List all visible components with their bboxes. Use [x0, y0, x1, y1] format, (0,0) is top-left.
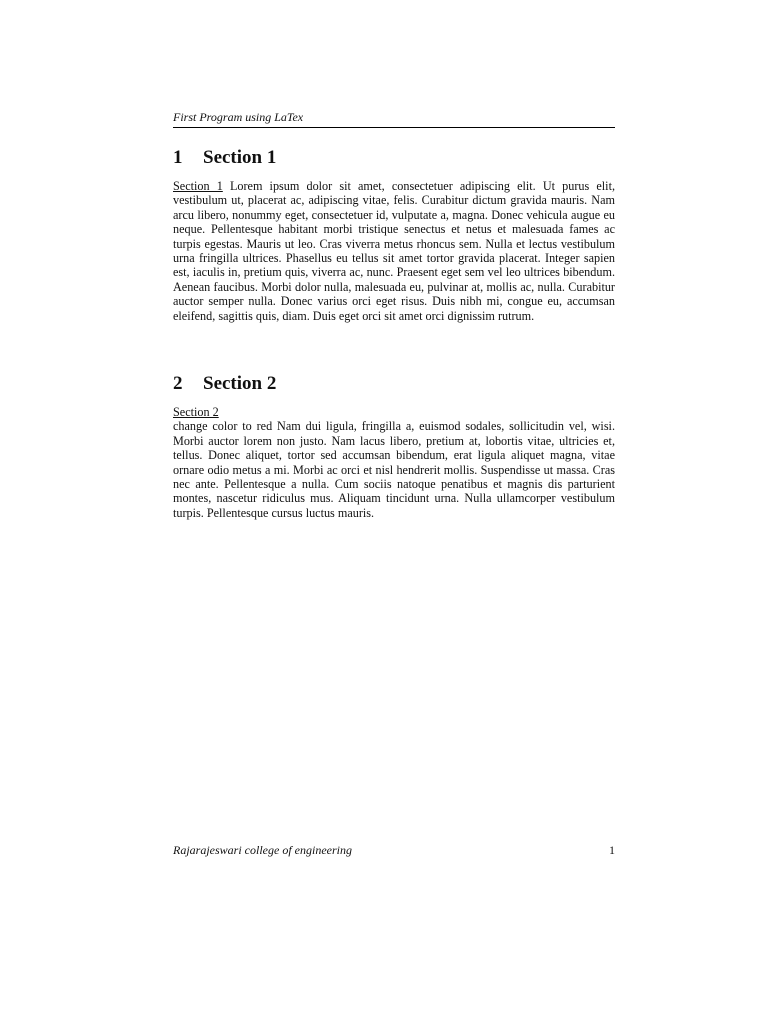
- section-body-1: [173, 179, 615, 323]
- page-number: 1: [609, 843, 615, 857]
- section-paragraph: change color to red Nam dui ligula, fringilla a, euismod sodales, sollicitudin vel, wisi. Morbi auctor lorem non justo. Nam lacus libero, pretium at, lobortis vitae, ultricies et, tellus. Donec aliquet, tortor sed accumsan bibendum, erat ligula aliquet magna, vitae ornare odio metus a mi. Morbi ac orci et nisl hendrerit mollis. Suspendisse ut massa. Cras nec ante. Pellentesque a nulla. Cum sociis natoque penatibus et magnis dis parturient montes, nascetur ridiculus mus. Aliquam tincidunt urna. Nulla ullamcorper vestibulum turpis. Pellentesque cursus luctus mauris.: [173, 419, 615, 520]
- section-paragraph: Lorem ipsum dolor sit amet, consectetuer adipiscing elit. Ut purus elit, vestibulum ut, placerat ac, adipiscing vitae, felis. Curabitur dictum gravida mauris. Nam arcu libero, nonummy eget, consectetuer id, vulputate a, magna. Donec vehicula augue eu neque. Pellentesque habitant morbi tristique senectus et netus et malesuada fames ac turpis egestas. Mauris ut leo. Cras viverra metus rhoncus sem. Nulla et lectus vestibulum urna fringilla ultrices. Phasellus eu tellus sit amet tortor gravida placerat. Integer sapien est, iaculis in, pretium quis, viverra ac, nunc. Praesent eget sem vel leo ultrices bibendum. Aenean faucibus. Morbi dolor nulla, malesuada eu, pulvinar at, mollis ac, nulla. Curabitur auctor semper nulla. Donec varius orci eget risus. Duis nibh mi, congue eu, accumsan eleifend, sagittis quis, diam. Duis eget orci sit amet orci dignissim rutrum.: [173, 179, 616, 323]
- section-body-2: [173, 405, 615, 520]
- section-heading-1: [173, 147, 615, 169]
- section-number: 1: [173, 147, 183, 168]
- footer-institution: Rajarajeswari college of engineering: [173, 843, 352, 857]
- section-title: Section 2: [203, 373, 277, 394]
- section-title: Section 1: [203, 147, 277, 168]
- section-number: 2: [173, 373, 183, 394]
- section-heading-2: [173, 373, 615, 395]
- section-ref-link[interactable]: Section 1: [173, 179, 223, 193]
- section-ref-link[interactable]: Section 2: [173, 405, 219, 419]
- header-title: First Program using LaTex: [173, 110, 304, 124]
- running-header: [173, 106, 615, 128]
- running-footer: [173, 843, 615, 857]
